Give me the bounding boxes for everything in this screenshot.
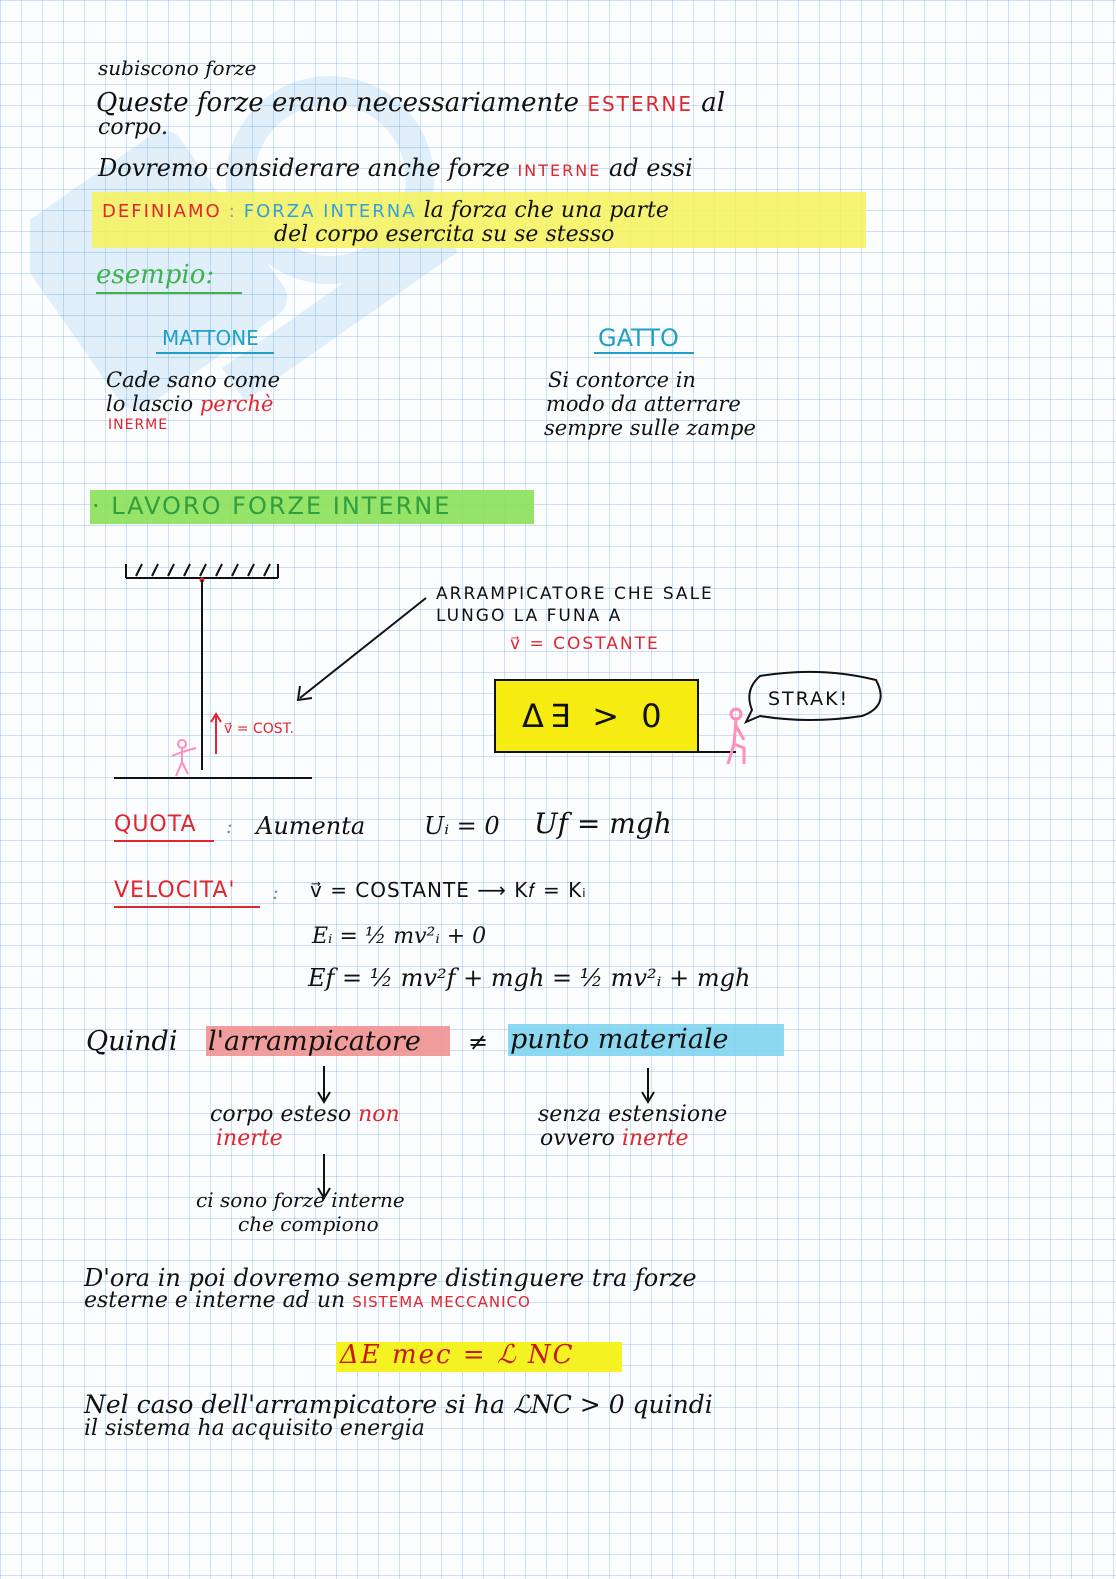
definition-line1: DEFINIAMO : FORZA INTERNA la forza che una parte [102,198,669,223]
dora-line1: D'ora in poi dovremo sempre distinguere tra forze [84,1264,697,1292]
velocita-underline [114,906,260,908]
quota-underline [114,840,214,842]
section-title: · LAVORO FORZE INTERNE [92,492,452,520]
example-left-line3: INERME [108,417,169,433]
energy-box-text: Δ∃ > 0 [522,697,668,735]
energy-initial: Eᵢ = ½ mv²ᵢ + 0 [312,924,487,949]
quota-uf: U𝑓 = mgh [534,807,672,840]
quota-colon: : [226,814,233,838]
climber-label-line2: LUNGO LA FUNA A [436,606,623,626]
definition-line2: del corpo esercita su se stesso [274,222,615,247]
velocity-constant-label: v⃗ = COSTANTE [510,634,660,654]
climber-label-line1: ARRAMPICATORE CHE SALE [436,584,714,604]
example-left-line2: lo lascio perchè [106,392,274,416]
sub-left-line1: ci sono forze interne [196,1188,405,1212]
quindi-punto-materiale: punto materiale [510,1024,729,1055]
example-right-line1: Si contorce in [548,368,696,392]
quindi-pre: Quindi [86,1026,178,1057]
velocita-colon: : [272,880,279,904]
branch-left-line2: inerte [216,1126,283,1151]
example-left-line1: Cade sano come [106,368,281,392]
quota-ui: Uᵢ = 0 [424,812,500,840]
dora-line2: esterne e interne ad un SISTEMA MECCANICO [84,1288,531,1313]
final-line1: Nel caso dell'arrampicatore si ha ℒNC > 0 quindi [84,1390,713,1419]
quota-text: Aumenta [256,812,366,840]
esempio-heading: esempio: [96,260,215,290]
velocita-label: VELOCITA' [114,878,236,903]
quindi-neq: ≠ [468,1028,489,1056]
velocita-text: v⃗ = COSTANTE ⟶ K𝑓 = Kᵢ [310,878,587,902]
example-right-line3: sempre sulle zampe [544,416,756,440]
top-cut-text: subiscono forze [98,56,257,80]
quota-label: QUOTA [114,812,197,837]
example-right-title: GATTO [598,324,679,352]
velocity-small-label: v⃗ = COST. [224,721,294,737]
paragraph-esterne: Queste forze erano necessariamente ESTERNE al [96,88,726,118]
branch-right-line1: senza estensione [538,1102,728,1127]
final-line2: il sistema ha acquisito energia [84,1416,425,1441]
quindi-arrampicatore: l'arrampicatore [208,1026,421,1057]
energy-final: E𝑓 = ½ mv²𝑓 + mgh = ½ mv²ᵢ + mgh [308,964,751,992]
paragraph-esterne-line2: corpo. [98,115,169,140]
speech-bubble-text: STRAK! [768,688,850,710]
formula: ΔE mec = ℒ NC [340,1340,575,1370]
sub-left-line2: che compiono [238,1212,379,1236]
branch-left-line1: corpo esteso non [210,1102,400,1127]
example-left-title: MATTONE [162,326,259,350]
paragraph-interne: Dovremo considerare anche forze INTERNE ad essi [98,154,693,182]
example-right-line2: modo da atterrare [546,392,741,416]
branch-right-line2: ovvero inerte [540,1126,689,1151]
